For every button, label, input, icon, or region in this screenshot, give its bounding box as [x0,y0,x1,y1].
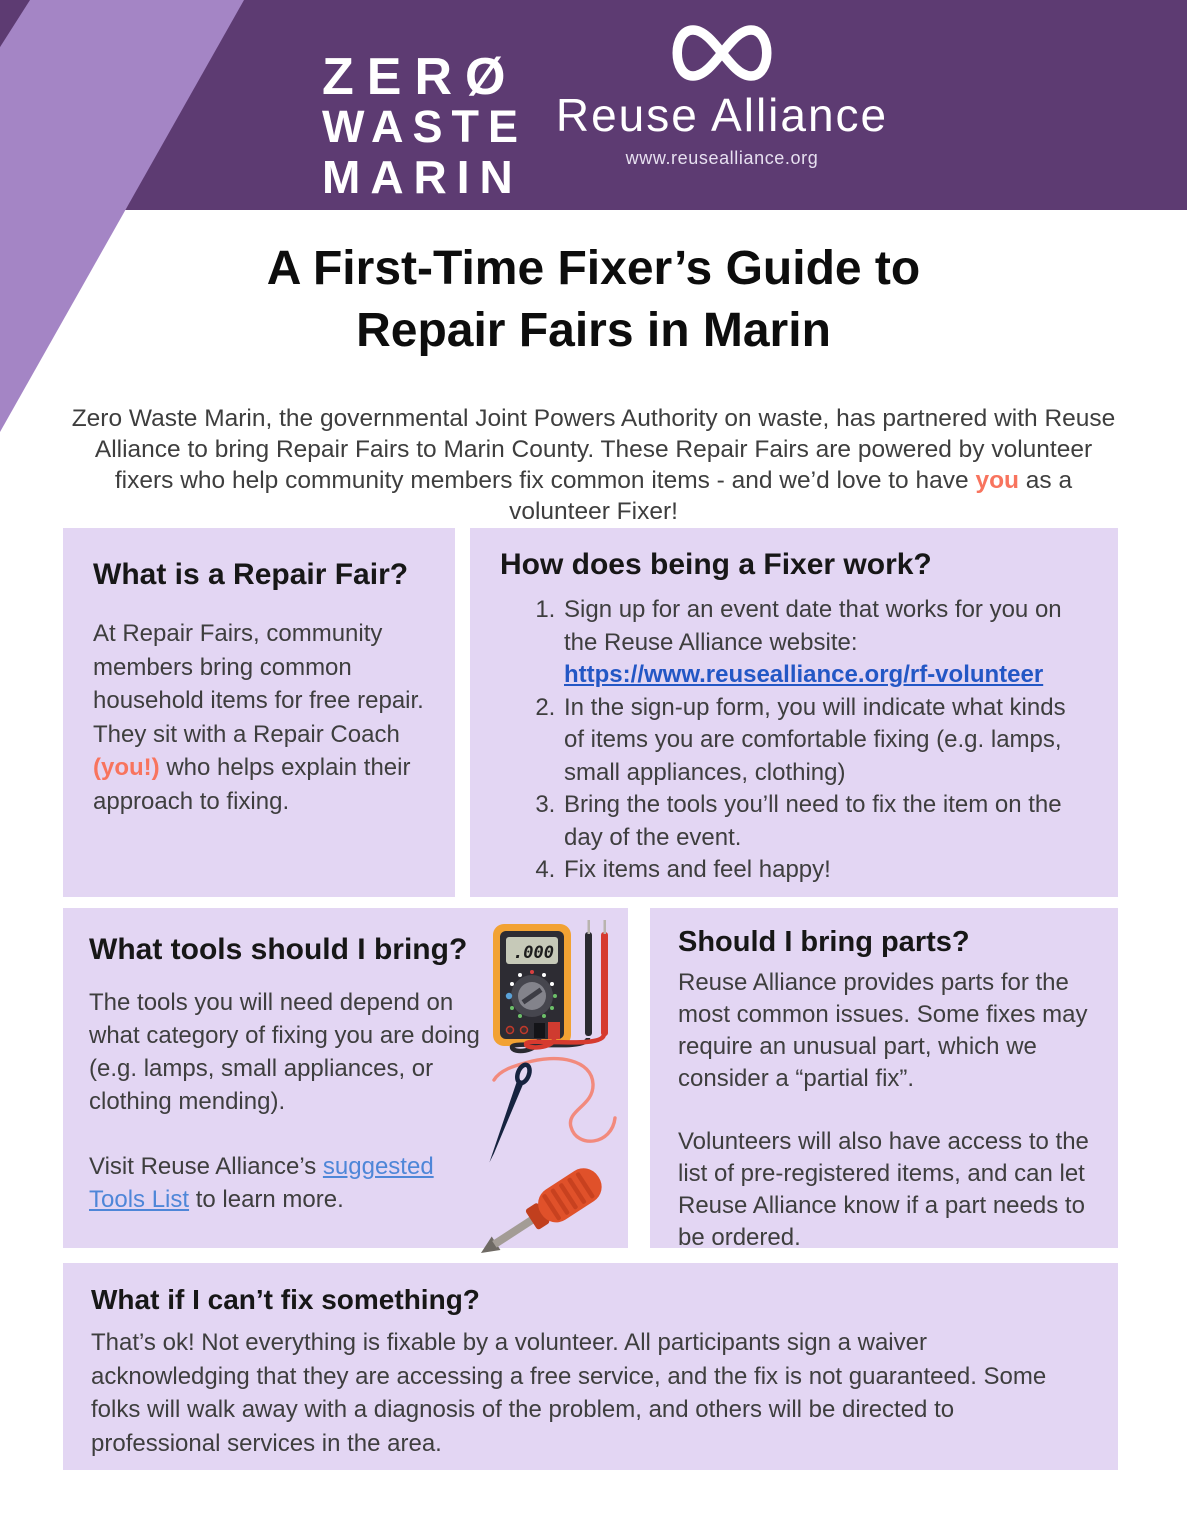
infinity-icon [663,20,781,86]
intro-text-after: as a volunteer Fixer! [509,466,1073,525]
repair-fair-box [63,528,455,897]
fixer-work-box [470,528,1118,897]
reuse-alliance-logo [530,20,914,169]
repair-fair-highlight-you: (you!) [93,754,160,781]
intro-paragraph [64,403,1123,527]
logo-line-marin: MARIN [322,151,523,203]
fixer-step-3: 3. Bring the tools you’ll need to fix the item on the day of the event. [562,789,1088,854]
tools-para2-after: to learn more. [189,1186,344,1213]
parts-para2: Volunteers will also have access to the list of pre-registered items, and can let Reuse Alliance know if a part needs to be ordered. [678,1128,1089,1251]
page-title-line1: A First-Time Fixer’s Guide to [266,242,921,295]
repair-fair-body [93,617,425,818]
repair-fair-body-after: who helps explain their approach to fixing. [93,754,411,815]
logo-line-zero: ZERØ [322,48,519,106]
fixer-step-1 [562,594,1088,692]
fixer-step-4: 4. Fix items and feel happy! [562,854,1088,887]
tools-para1: The tools you will need depend on what category of fixing you are doing (e.g. lamps, small appliances, or clothing mending). [89,989,480,1115]
fixer-step-2: 2. In the sign-up form, you will indicate what kinds of items you are comfortable fixing (e.g. lamps, small appliances, clothing) [562,692,1088,790]
fixer-work-steps [526,594,1088,887]
fixer-work-heading: How does being a Fixer work? [500,548,932,581]
tools-box [63,908,628,1248]
intro-text-before: Zero Waste Marin, the governmental Joint Powers Authority on waste, has partnered with Reuse Alliance to bring Repair Fairs to Marin County. These Repair Fairs are powered by volunteer fixers who help community members fix common items - and we’d love to have [71,404,1116,494]
multimeter-illustration [492,920,614,1056]
diagonal-stripe [0,0,244,432]
parts-heading: Should I bring parts? [678,926,970,958]
zero-waste-marin-logo [322,48,528,203]
cant-fix-box [63,1263,1118,1470]
parts-box [650,908,1118,1251]
screwdriver-illustration [468,1160,618,1266]
cant-fix-heading: What if I can’t fix something? [91,1284,480,1315]
brand-name: Reuse Alliance [555,89,889,141]
brand-url: www.reusealliance.org [625,148,819,168]
logo-line-waste: WASTE [322,101,528,152]
tools-list-link[interactable]: suggested Tools List [89,1153,434,1213]
tools-para2 [89,1150,481,1216]
repair-fair-heading: What is a Repair Fair? [93,558,409,591]
cant-fix-body: That’s ok! Not everything is fixable by a volunteer. All participants sign a waiver acknowledging that they are accessing a free service, and the fix is not guaranteed. Some folks will walk away with a diagnosis of the problem, and others will be directed to professional services in the area. [91,1329,1047,1457]
parts-para1: Reuse Alliance provides parts for the most common issues. Some fixes may require an unusual part, which we consider a “partial fix”. [678,969,1088,1092]
volunteer-signup-link[interactable]: https://www.reusealliance.org/rf-volunteer [564,661,1044,688]
page-title-line2: Repair Fairs in Marin [356,304,831,357]
tools-heading: What tools should I bring? [89,933,468,966]
repair-fair-body-before: At Repair Fairs, community members bring common household items for free repair. They sit with a Repair Coach [93,620,424,748]
page-title [0,238,1187,362]
tools-para2-before: Visit Reuse Alliance’s [89,1153,323,1180]
multimeter-display: .000 [513,943,554,963]
fixer-step-1-text: Sign up for an event date that works for you on the Reuse Alliance website: [564,596,1062,656]
needle-thread-illustration [470,1056,622,1174]
intro-highlight-you: you [975,466,1019,494]
